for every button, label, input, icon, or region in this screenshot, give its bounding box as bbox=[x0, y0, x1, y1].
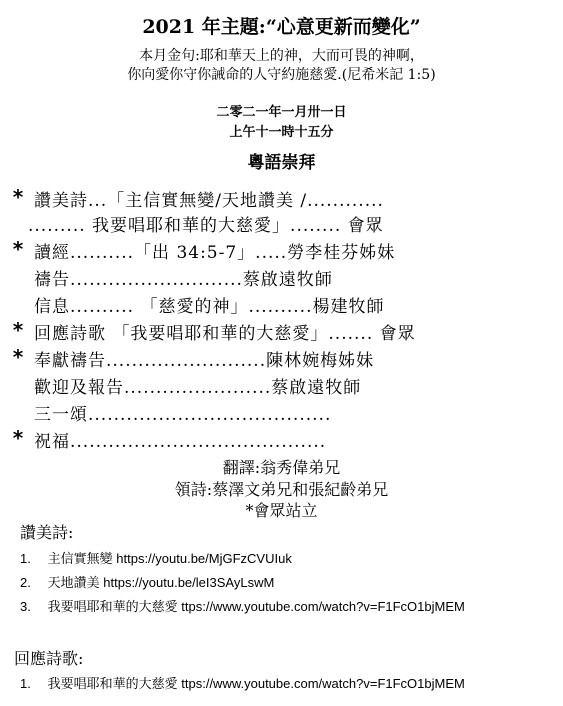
list-number: 1. bbox=[20, 676, 31, 691]
monthly-verse-line-2: 你向愛你守你誡命的人守約施慈愛.(尼希米記 1:5) bbox=[127, 67, 436, 83]
program-item-text: 讀經..........「出 34:5-7」.....勞李桂芬姊妹 bbox=[34, 243, 396, 263]
translation-credit: 翻譯:翁秀偉弟兄 bbox=[222, 458, 341, 477]
service-date: 二零二一年一月卅一日 bbox=[216, 105, 347, 120]
hymn-title: 天地讚美 bbox=[47, 576, 100, 591]
hymn-url[interactable]: https://youtu.be/leI3SAyLswM bbox=[103, 575, 275, 590]
program-item bbox=[0, 427, 563, 451]
response-link-item bbox=[20, 673, 465, 692]
response-title: 我要唱耶和華的大慈愛 bbox=[47, 677, 178, 692]
program-item bbox=[0, 265, 563, 289]
program-item-text: 祝福........................................ bbox=[34, 432, 327, 452]
program-item bbox=[0, 319, 563, 343]
program-item bbox=[0, 238, 563, 262]
standing-note: *會眾站立 bbox=[245, 501, 318, 520]
hymn-title: 我要唱耶和華的大慈愛 bbox=[47, 600, 178, 615]
program-item bbox=[0, 373, 563, 397]
response-url[interactable]: ttps://www.youtube.com/watch?v=F1FcO1bjMEM bbox=[181, 676, 465, 691]
program-item-text: 讚美詩...「主信實無變/天地讚美 /............ bbox=[34, 191, 384, 211]
service-name: 粵語崇拜 bbox=[247, 153, 316, 173]
hymn-link-item bbox=[20, 548, 292, 567]
program-item-text: 三一頌...................................... bbox=[34, 405, 332, 425]
monthly-verse-line-1: 本月金句:耶和華天上的神，大而可畏的神啊， bbox=[139, 48, 424, 64]
service-time: 上午十一時十五分 bbox=[229, 125, 334, 140]
program-item-text: 歡迎及報告.......................蔡啟遠牧師 bbox=[34, 378, 362, 398]
list-number: 2. bbox=[20, 575, 31, 590]
program-item bbox=[0, 186, 563, 210]
program-item bbox=[0, 211, 563, 235]
program-item-text: 禱告...........................蔡啟遠牧師 bbox=[34, 270, 333, 290]
program-item-text: 奉獻禱告.........................陳林婉梅姊妹 bbox=[34, 351, 375, 371]
hymn-url[interactable]: https://youtu.be/MjGFzCVUIuk bbox=[116, 551, 292, 566]
hymns-heading: 讚美詩: bbox=[20, 523, 74, 542]
hymn-title: 主信實無變 bbox=[47, 552, 113, 567]
song-leaders-credit: 領詩:蔡澤文弟兄和張紀齡弟兄 bbox=[174, 480, 389, 499]
hymn-link-item bbox=[20, 572, 274, 591]
standing-marker: * bbox=[12, 426, 25, 450]
program-item bbox=[0, 346, 563, 370]
standing-marker: * bbox=[12, 345, 25, 369]
program-item-text: ......... 我要唱耶和華的大慈愛」........ 會眾 bbox=[28, 216, 384, 236]
program-item-text: 回應詩歌 「我要唱耶和華的大慈愛」....... 會眾 bbox=[34, 324, 416, 344]
response-heading: 回應詩歌: bbox=[14, 649, 84, 668]
hymn-url[interactable]: ttps://www.youtube.com/watch?v=F1FcO1bjMEM bbox=[181, 599, 465, 614]
standing-marker: * bbox=[12, 318, 25, 342]
program-item bbox=[0, 400, 563, 424]
program-item-text: 信息.......... 「慈愛的神」..........楊建牧師 bbox=[34, 297, 385, 317]
program-item bbox=[0, 292, 563, 316]
hymn-link-item bbox=[20, 596, 465, 615]
list-number: 1. bbox=[20, 551, 31, 566]
standing-marker: * bbox=[12, 237, 25, 261]
standing-marker: * bbox=[12, 185, 25, 209]
theme-title: 2021 年主題:“心意更新而變化” bbox=[142, 16, 421, 38]
list-number: 3. bbox=[20, 599, 31, 614]
